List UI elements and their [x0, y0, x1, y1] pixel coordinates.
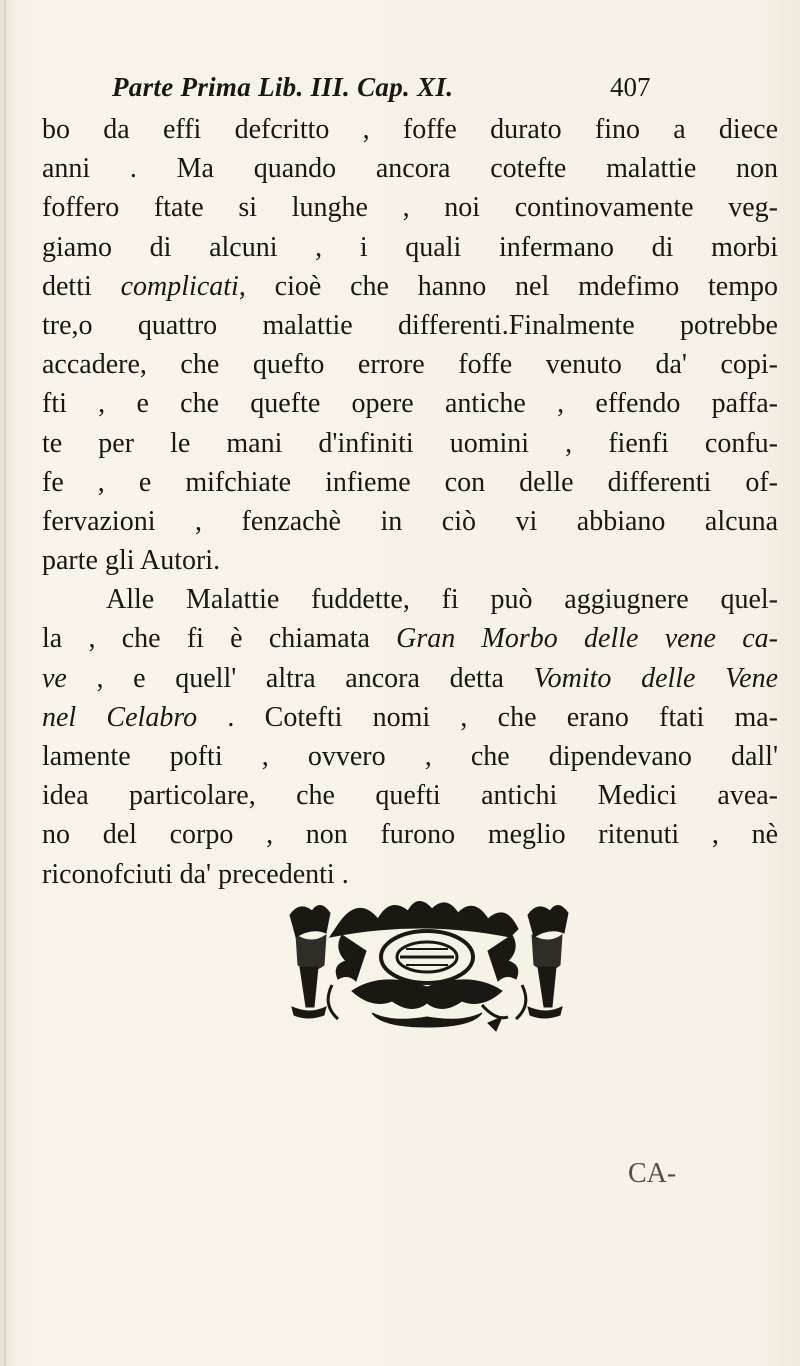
- text-line: [30, 110, 778, 149]
- text-segment: , e quell' altra ancora detta: [66, 662, 534, 694]
- floral-tailpiece-icon: [282, 895, 572, 1035]
- text-segment: lamente pofti , ovvero , che dipendevano dall': [42, 741, 778, 772]
- text-line: [30, 541, 778, 580]
- italic-text-segment: ve: [42, 662, 67, 694]
- text-segment: bo da effi defcritto , foffe durato fino a diece: [42, 114, 778, 145]
- text-line: [30, 306, 778, 345]
- running-title: Parte Prima Lib. III. Cap. XI.: [112, 72, 454, 102]
- running-header: [112, 72, 712, 112]
- text-segment: no del corpo , non furono meglio ritenuti , nè: [42, 819, 778, 851]
- text-segment: foffero ftate si lunghe , noi continovamente veg-: [42, 192, 778, 224]
- text-line: [30, 149, 778, 188]
- text-segment: anni . Ma quando ancora cotefte malattie non: [42, 153, 778, 185]
- text-segment: fervazioni , fenzachè in ciò vi abbiano alcuna: [42, 505, 778, 537]
- text-line: [30, 384, 778, 423]
- page-number: 407: [610, 72, 651, 102]
- italic-text-segment: Gran Morbo delle vene ca-: [396, 623, 778, 655]
- text-segment: giamo di alcuni , i quali infermano di morbi: [42, 231, 778, 263]
- text-segment: fe , e mifchiate infieme con delle differenti of-: [42, 466, 778, 498]
- text-segment: fti , e che quefte opere antiche , effendo paffa-: [42, 388, 778, 420]
- text-segment: . Cotefti nomi , che erano ftati ma-: [197, 701, 779, 733]
- text-line: [30, 619, 778, 658]
- text-line: [30, 463, 778, 502]
- text-line: [30, 580, 778, 619]
- text-segment: accadere, che quefto errore foffe venuto da' copi-: [42, 349, 778, 381]
- text-line: [30, 855, 778, 894]
- text-segment: te per le mani d'infiniti uomini , fienfi confu-: [42, 427, 778, 459]
- binding-gutter: [4, 0, 6, 1366]
- text-line: [30, 267, 778, 306]
- text-line: [30, 659, 778, 698]
- text-line: [30, 502, 778, 541]
- catchword: CA-: [628, 1158, 677, 1189]
- body-text: [30, 110, 790, 894]
- text-line: [30, 815, 778, 854]
- text-segment: detti: [42, 270, 121, 302]
- text-line: [30, 345, 778, 384]
- text-line: [30, 776, 778, 815]
- text-line: [30, 228, 778, 267]
- italic-text-segment: complicati: [120, 270, 239, 302]
- italic-text-segment: Vomito delle Vene: [533, 662, 778, 694]
- text-segment: la , che fi è chiamata: [42, 623, 397, 655]
- text-segment: idea particolare, che quefti antichi Medici avea-: [42, 780, 778, 812]
- text-line: [30, 698, 778, 737]
- italic-text-segment: nel Celabro: [42, 701, 198, 733]
- text-segment: Alle Malattie fuddette, fi può aggiugnere quel-: [106, 584, 778, 616]
- text-segment: tre,o quattro malattie differenti.Finalmente potrebbe: [42, 309, 778, 341]
- text-segment: , cioè che hanno nel mdefimo tempo: [238, 270, 779, 302]
- text-segment: parte gli Autori.: [42, 545, 221, 577]
- text-line: [30, 424, 778, 463]
- text-segment: riconofciuti da' precedenti .: [42, 858, 349, 890]
- text-line: [30, 188, 778, 227]
- text-line: [30, 737, 778, 776]
